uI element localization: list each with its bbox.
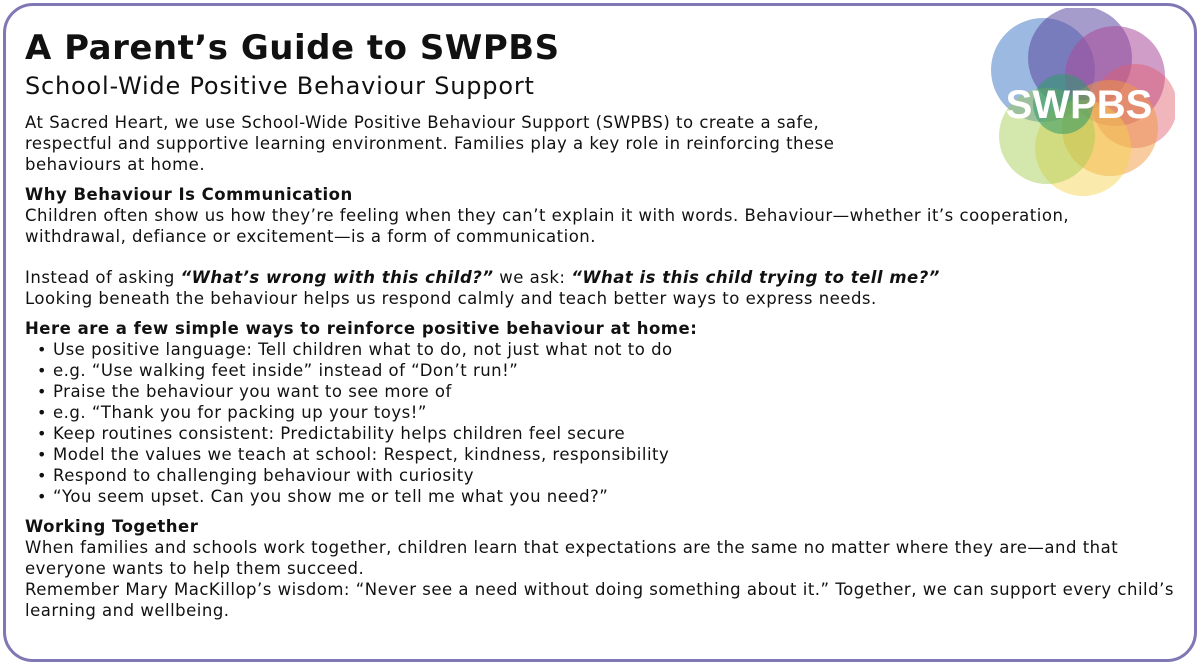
- reinforce-heading: Here are a few simple ways to reinforce positive behaviour at home:: [25, 319, 698, 338]
- communication-paragraph: Children often show us how they’re feeling when they can’t explain it with words. Behaviour—whether it’s cooperation, withdrawal, defiance or excitement—is a form of communication.: [25, 206, 1070, 246]
- reinforce-list: [25, 339, 1175, 507]
- question-mid: we ask:: [493, 268, 572, 287]
- mackillop-paragraph: Remember Mary MacKillop’s wisdom: “Never see a need without doing something about it.” Together, we can support every child’s learning and wellbeing.: [25, 580, 1174, 620]
- communication-heading: Why Behaviour Is Communication: [25, 185, 353, 204]
- list-item: • Use positive language: Tell children what to do, not just what not to do: [37, 339, 1175, 360]
- page-subtitle: School-Wide Positive Behaviour Support: [25, 72, 535, 100]
- list-item: • Praise the behaviour you want to see more of: [37, 381, 1175, 402]
- list-item: • Respond to challenging behaviour with curiosity: [37, 465, 1175, 486]
- logo-text: SWPBS: [1005, 83, 1153, 127]
- list-item: • Model the values we teach at school: Respect, kindness, responsibility: [37, 444, 1175, 465]
- beneath-paragraph: Looking beneath the behaviour helps us respond calmly and teach better ways to express needs.: [25, 289, 877, 308]
- together-heading: Working Together: [25, 517, 199, 536]
- question-tell: “What is this child trying to tell me?”: [571, 268, 940, 287]
- question-wrong: “What’s wrong with this child?”: [180, 268, 494, 287]
- page-title: A Parent’s Guide to SWPBS: [25, 28, 560, 68]
- together-paragraph: When families and schools work together, children learn that expectations are the same no matter where they are—and that everyone wants to help them succeed.: [25, 538, 1119, 578]
- list-item: • e.g. “Use walking feet inside” instead of “Don’t run!”: [37, 360, 1175, 381]
- list-item: • “You seem upset. Can you show me or tell me what you need?”: [37, 486, 1175, 507]
- intro-paragraph: At Sacred Heart, we use School-Wide Positive Behaviour Support (SWPBS) to create a safe, respectful and supportive learning environment. Families play a key role in reinforcing these behaviours at home.: [25, 113, 835, 174]
- list-item: • Keep routines consistent: Predictability helps children feel secure: [37, 423, 1175, 444]
- question-paragraph: [25, 267, 1175, 288]
- question-lead: Instead of asking: [25, 268, 181, 287]
- list-item: • e.g. “Thank you for packing up your toys!”: [37, 402, 1175, 423]
- guide-content: [25, 26, 1175, 621]
